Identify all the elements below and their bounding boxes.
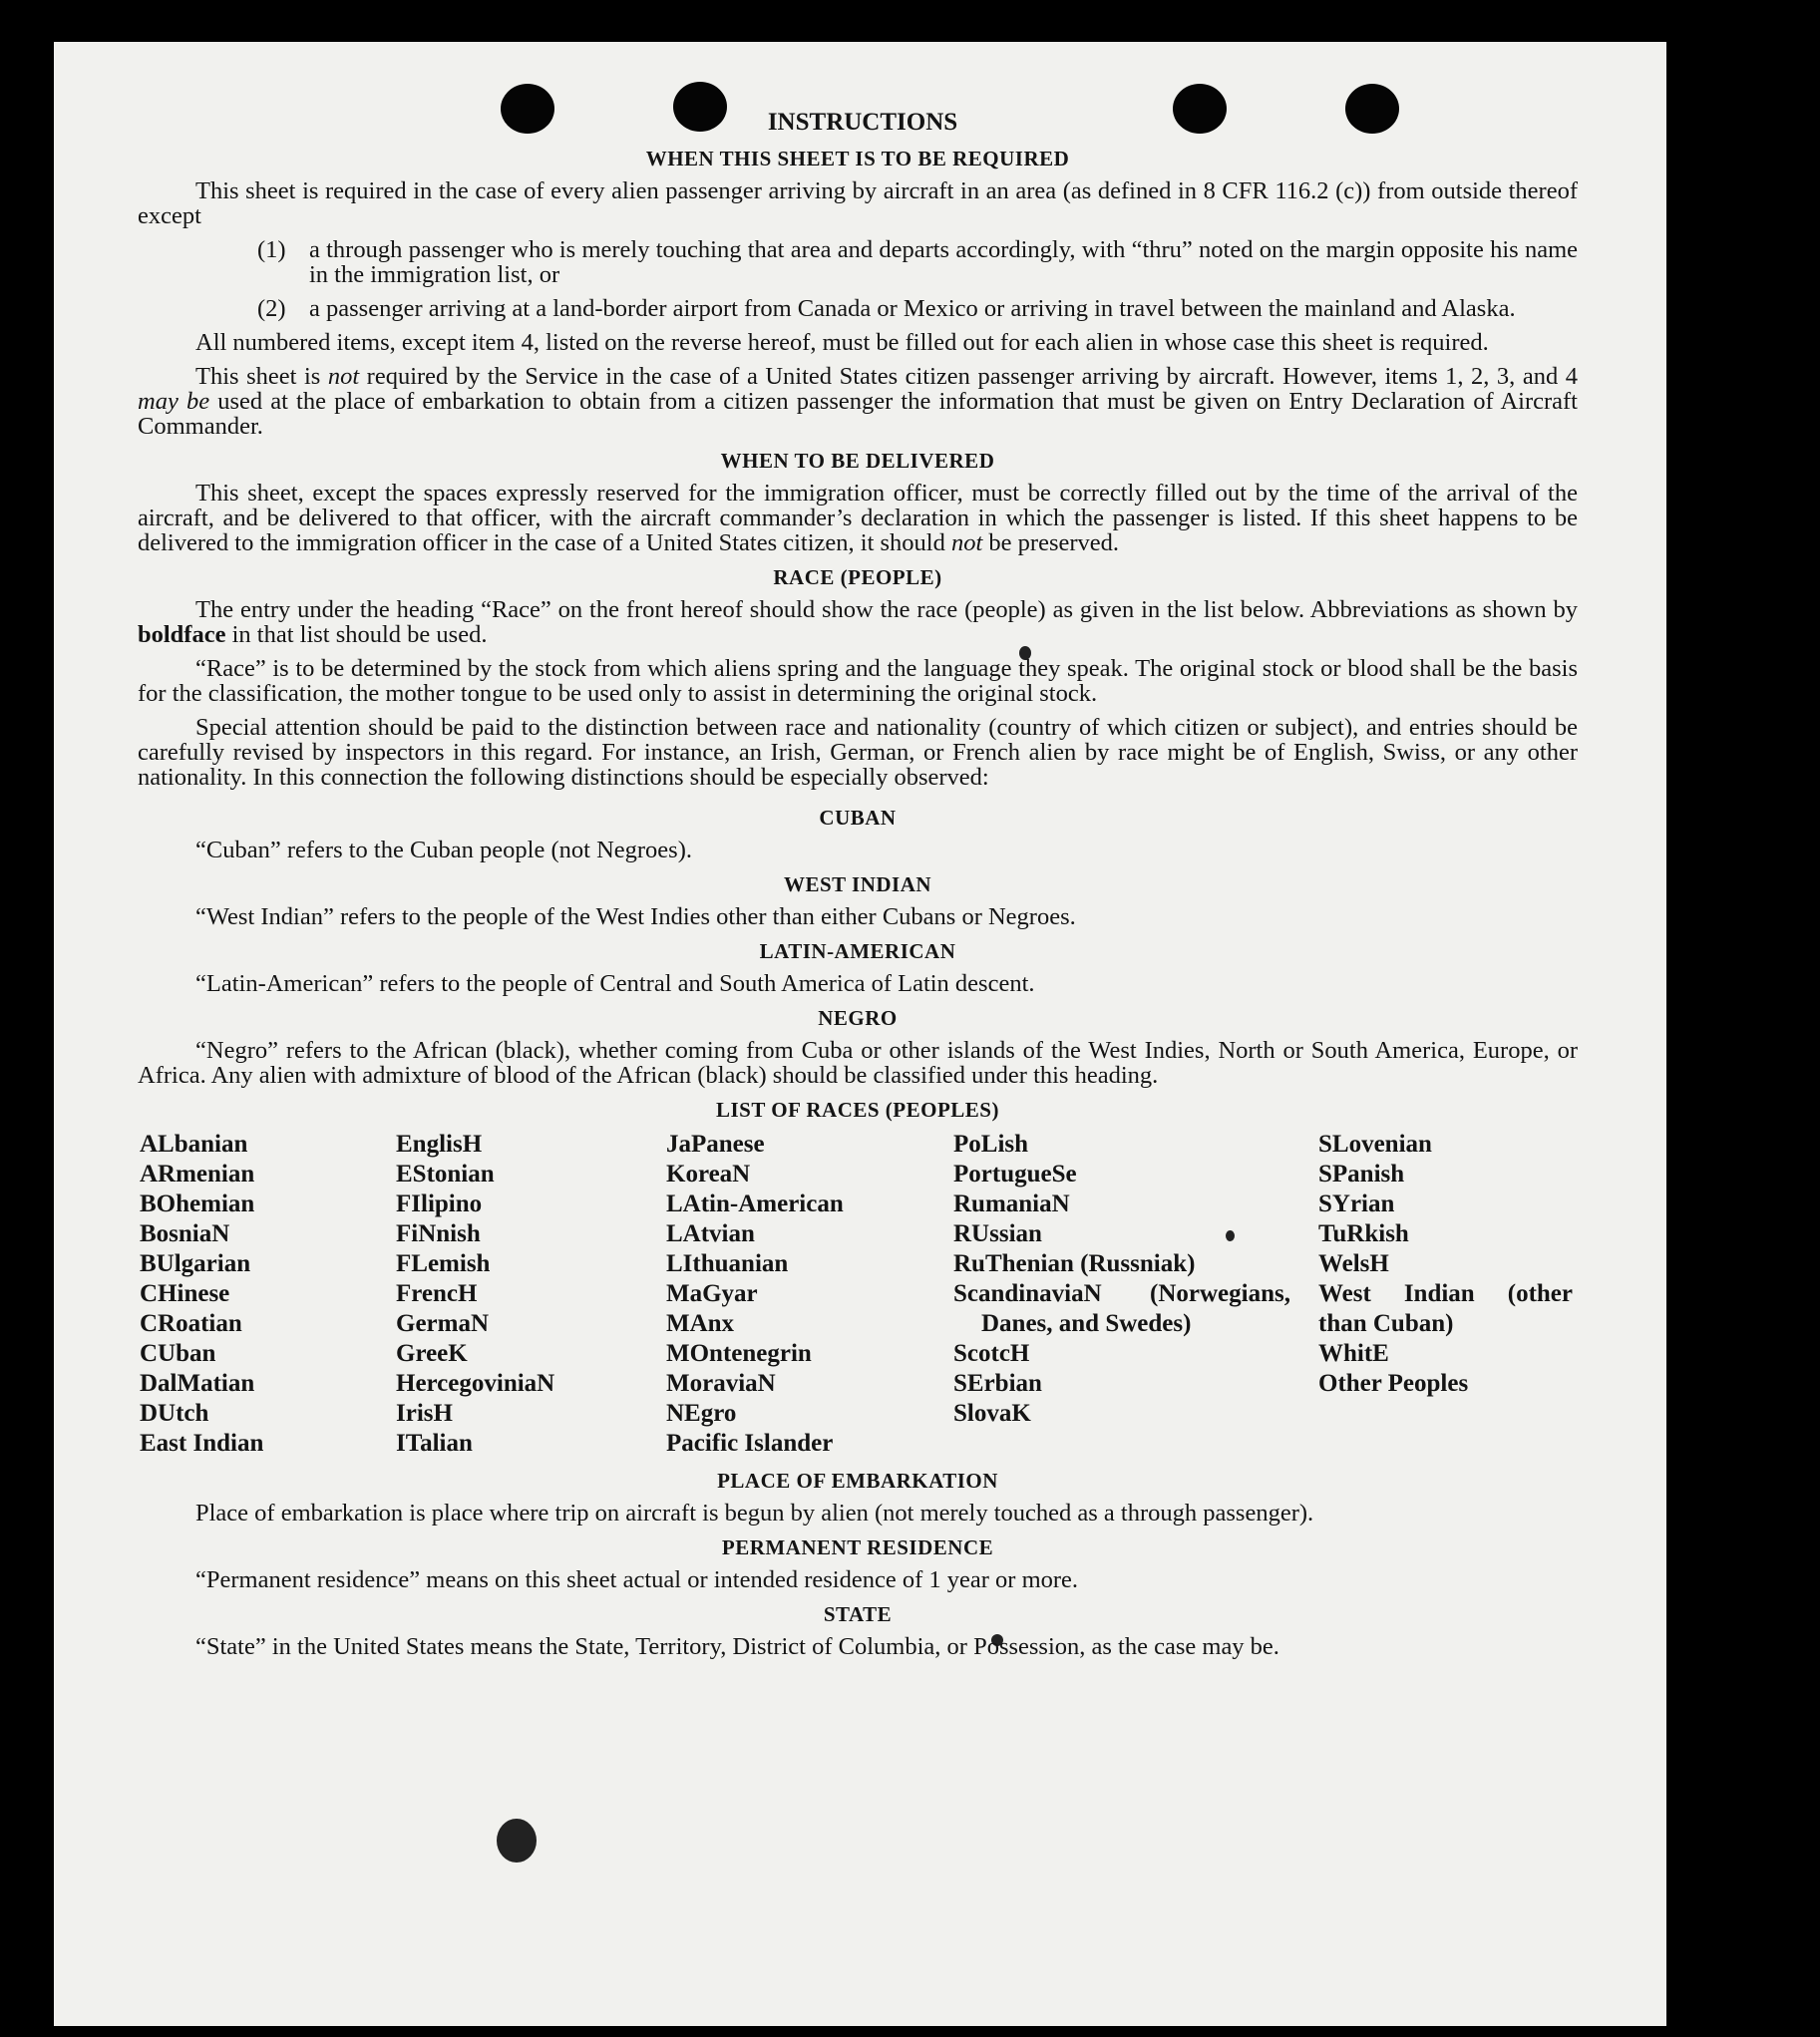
race-item: EnglisH bbox=[396, 1131, 483, 1158]
heading-state: STATE bbox=[823, 1602, 893, 1626]
races-column bbox=[140, 1130, 396, 1459]
race-item: MoraviaN bbox=[666, 1370, 776, 1397]
race-item: LAtin-American bbox=[666, 1190, 844, 1217]
races-column bbox=[953, 1130, 1318, 1459]
race-item: DalMatian bbox=[140, 1370, 255, 1397]
race-item: FrencH bbox=[396, 1280, 478, 1307]
race-item: CUban bbox=[140, 1340, 216, 1367]
heading-list-of-races: LIST OF RACES (PEOPLES) bbox=[716, 1098, 999, 1122]
race-item: WhitE bbox=[1318, 1340, 1389, 1367]
race-item: East Indian bbox=[140, 1430, 264, 1457]
race-item: FLemish bbox=[396, 1250, 491, 1277]
race-item: Other Peoples bbox=[1318, 1370, 1469, 1397]
race-item: IrisH bbox=[396, 1400, 453, 1427]
race-item: RuThenian (Russniak) bbox=[953, 1250, 1196, 1277]
heading-embarkation: PLACE OF EMBARKATION bbox=[717, 1469, 998, 1493]
race-item: CHinese bbox=[140, 1280, 230, 1307]
race-item: PortugueSe bbox=[953, 1161, 1077, 1188]
heading-when-required: WHEN THIS SHEET IS TO BE REQUIRED bbox=[645, 147, 1070, 170]
race-item: GreeK bbox=[396, 1340, 468, 1367]
race-item: RumaniaN bbox=[953, 1190, 1070, 1217]
race-para-3: Special attention should be paid to the distinction between race and nationality (country of which citizen or subject), and entries should be carefully revised by inspectors in this regard. For instance, an Irish, German, or French alien by race might be of English, Swiss, or any other nationality. In this connection the following distinctions should be especially observed: bbox=[138, 714, 1578, 791]
heading-cuban: CUBAN bbox=[819, 806, 897, 830]
heading-negro: NEGRO bbox=[818, 1006, 898, 1030]
race-item: FiNnish bbox=[396, 1220, 481, 1247]
latin-american-text: “Latin-American” refers to the people of Central and South America of Latin descent. bbox=[195, 970, 1035, 997]
race-item: LAtvian bbox=[666, 1220, 755, 1247]
race-item: JaPanese bbox=[666, 1131, 765, 1158]
race-para-2: “Race” is to be determined by the stock from which aliens spring and the language they speak. The original stock or blood shall be the basis for the classification, the mother tongue to be used only to assist in determining the original stock. bbox=[138, 655, 1578, 707]
item-number: (1) bbox=[257, 236, 286, 263]
required-para-items: All numbered items, except item 4, listed on the reverse hereof, must be filled out for each alien in whose case this sheet is required. bbox=[195, 329, 1489, 356]
races-column bbox=[666, 1130, 953, 1459]
page-title: INSTRUCTIONS bbox=[767, 109, 958, 136]
heading-residence: PERMANENT RESIDENCE bbox=[721, 1535, 994, 1559]
delivered-text: This sheet, except the spaces expressly reserved for the immigration officer, must be correctly filled out by the time of the arrival of the aircraft, and be delivered to that officer, with the aircraft commander’s declaration in which the passenger is listed. If this sheet happens to be delivered to the immigration officer in the case of a United States citizen, it should not be preserved. bbox=[138, 480, 1578, 556]
embarkation-text: Place of embarkation is place where trip on aircraft is begun by alien (not merely touched as a through passenger). bbox=[195, 1500, 1314, 1527]
ink-blot bbox=[497, 1819, 537, 1863]
race-item: CRoatian bbox=[140, 1310, 242, 1337]
exception-item bbox=[257, 237, 1578, 287]
heading-west-indian: WEST INDIAN bbox=[783, 872, 932, 896]
exception-item bbox=[257, 296, 1578, 321]
race-item: BosniaN bbox=[140, 1220, 230, 1247]
race-item: LIthuanian bbox=[666, 1250, 789, 1277]
race-item: SPanish bbox=[1318, 1161, 1405, 1188]
race-item: MAnx bbox=[666, 1310, 735, 1337]
race-item: SlovaK bbox=[953, 1400, 1031, 1427]
race-item: WelsH bbox=[1318, 1250, 1389, 1277]
race-item: SErbian bbox=[953, 1370, 1042, 1397]
race-item: BOhemian bbox=[140, 1190, 255, 1217]
race-item: ScotcH bbox=[953, 1340, 1030, 1367]
item-text: a through passenger who is merely touching that area and departs accordingly, with “thru” noted on the margin opposite his name in the immigration list, or bbox=[309, 236, 1578, 288]
race-item: KoreaN bbox=[666, 1161, 751, 1188]
race-item: SLovenian bbox=[1318, 1131, 1432, 1158]
race-item: West Indian (other than Cuban) bbox=[1318, 1280, 1573, 1337]
race-item: ScandinaviaN (Norwegians, Danes, and Swedes) bbox=[953, 1280, 1290, 1337]
race-item: SYrian bbox=[1318, 1190, 1395, 1217]
race-item: TuRkish bbox=[1318, 1220, 1409, 1247]
race-item: GermaN bbox=[396, 1310, 490, 1337]
race-item: FIlipino bbox=[396, 1190, 483, 1217]
race-item: HercegoviniaN bbox=[396, 1370, 555, 1397]
race-item: RUssian bbox=[953, 1220, 1042, 1247]
heading-latin-american: LATIN-AMERICAN bbox=[759, 939, 956, 963]
race-para-1: The entry under the heading “Race” on the front hereof should show the race (people) as given in the list below. Abbreviations as shown by boldface in that list should be used. bbox=[138, 596, 1578, 648]
item-text: a passenger arriving at a land-border airport from Canada or Mexico or arriving in travel between the mainland and Alaska. bbox=[309, 295, 1516, 322]
race-item: ITalian bbox=[396, 1430, 473, 1457]
west-indian-text: “West Indian” refers to the people of the West Indies other than either Cubans or Negroes. bbox=[195, 903, 1076, 930]
races-column bbox=[1318, 1130, 1580, 1459]
negro-text: “Negro” refers to the African (black), whether coming from Cuba or other islands of the West Indies, North or South America, Europe, or Africa. Any alien with admixture of blood of the African (black) should be classified under this heading. bbox=[138, 1037, 1578, 1089]
race-item: MaGyar bbox=[666, 1280, 758, 1307]
heading-when-delivered: WHEN TO BE DELIVERED bbox=[720, 449, 995, 473]
race-item: PoLish bbox=[953, 1131, 1029, 1158]
state-text: “State” in the United States means the State, Territory, District of Columbia, or Possession, as the case may be. bbox=[195, 1633, 1279, 1660]
cuban-text: “Cuban” refers to the Cuban people (not Negroes). bbox=[195, 837, 692, 863]
race-item: ALbanian bbox=[140, 1131, 248, 1158]
race-item: MOntenegrin bbox=[666, 1340, 812, 1367]
races-list bbox=[140, 1130, 1578, 1459]
race-item: ARmenian bbox=[140, 1161, 255, 1188]
races-column bbox=[396, 1130, 666, 1459]
race-item: NEgro bbox=[666, 1400, 737, 1427]
race-item: Pacific Islander bbox=[666, 1430, 834, 1457]
race-item: DUtch bbox=[140, 1400, 209, 1427]
race-item: BUlgarian bbox=[140, 1250, 251, 1277]
required-para-citizen: This sheet is not required by the Service in the case of a United States citizen passenger arriving by aircraft. However, items 1, 2, 3, and 4 may be used at the place of embarkation to obtain from a citizen passenger the information that must be given on Entry Declaration of Aircraft Commander. bbox=[138, 363, 1578, 440]
instructions-text bbox=[138, 100, 1578, 1668]
required-intro: This sheet is required in the case of every alien passenger arriving by aircraft in an area (as defined in 8 CFR 116.2 (c)) from outside thereof except bbox=[138, 177, 1578, 229]
residence-text: “Permanent residence” means on this sheet actual or intended residence of 1 year or more. bbox=[195, 1566, 1079, 1593]
item-number: (2) bbox=[257, 295, 286, 322]
heading-race: RACE (PEOPLE) bbox=[773, 565, 942, 589]
race-item: EStonian bbox=[396, 1161, 495, 1188]
